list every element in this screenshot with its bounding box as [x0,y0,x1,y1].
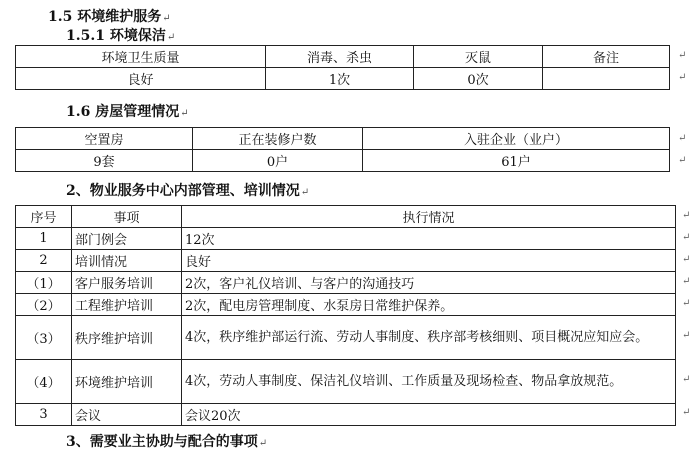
row-number: 1 [16,228,72,250]
table-header-cell: 环境卫生质量 [16,46,266,68]
row-end-mark-icon: ↵ [682,232,691,243]
table-row [16,250,676,272]
heading-2: 2、物业服务中心内部管理、培训情况↵ [66,183,310,199]
row-number: 2 [16,250,72,272]
row-end-mark-icon: ↵ [678,133,687,144]
row-detail: 4次，秩序维护部运行流、劳动人事制度、秩序部考核细则、项目概况应知应会。 [182,316,676,360]
table-header-cell: 消毒、杀虫 [266,46,414,68]
paragraph-mark-icon: ↵ [300,187,310,198]
table-row [16,228,676,250]
paragraph-mark-icon: ↵ [180,108,189,119]
row-item: 培训情况 [72,250,182,272]
row-end-mark-icon: ↵ [678,72,687,83]
row-end-mark-icon: ↵ [682,407,691,418]
table-cell: 良好 [16,68,266,90]
heading-1-6: 1.6 房屋管理情况↵ [66,104,189,120]
table-cell: 0户 [193,150,363,172]
table-header-row [16,206,676,228]
row-number: （3） [16,316,72,360]
table-row [16,294,676,316]
table-row [16,404,676,426]
table-row [16,272,676,294]
row-end-mark-icon: ↵ [682,254,691,265]
row-detail: 2次，配电房管理制度、水泵房日常维护保养。 [182,294,676,316]
table-cell: 0次 [414,68,543,90]
row-end-mark-icon: ↵ [678,155,687,166]
table-header-row [16,128,670,150]
row-end-mark-icon: ↵ [682,210,691,221]
row-item: 环境维护培训 [72,360,182,404]
paragraph-mark-icon: ↵ [166,32,176,43]
row-detail: 12次 [182,228,676,250]
row-end-mark-icon: ↵ [682,276,691,287]
row-end-mark-icon: ↵ [682,298,691,309]
table-header-cell: 空置房 [16,128,193,150]
table-cell: 61户 [363,150,670,172]
heading-1-5: 1.5 环境维护服务↵ [48,9,171,25]
row-detail: 良好 [182,250,676,272]
table-row [16,316,676,360]
environment-table [15,45,670,90]
table-row [16,150,670,172]
row-end-mark-icon: ↵ [678,50,687,61]
table-header-row [16,46,670,68]
row-item: 客户服务培训 [72,272,182,294]
row-number: （4） [16,360,72,404]
table-header-cell: 入驻企业（业户） [363,128,670,150]
row-item: 工程维护培训 [72,294,182,316]
table-header-cell: 序号 [16,206,72,228]
row-detail: 2次，客户礼仪培训、与客户的沟通技巧 [182,272,676,294]
row-number: （2） [16,294,72,316]
row-end-mark-icon: ↵ [682,330,691,341]
row-item: 秩序维护培训 [72,316,182,360]
table-header-cell: 事项 [72,206,182,228]
paragraph-mark-icon: ↵ [258,438,268,449]
table-header-cell: 正在装修户数 [193,128,363,150]
table-header-cell: 灭鼠 [414,46,543,68]
management-table [15,205,676,426]
table-cell [543,68,670,90]
row-number: 3 [16,404,72,426]
row-item: 会议 [72,404,182,426]
row-detail: 4次，劳动人事制度、保洁礼仪培训、工作质量及现场检查、物品拿放规范。 [182,360,676,404]
paragraph-mark-icon: ↵ [162,13,171,24]
row-detail: 会议20次 [182,404,676,426]
table-cell: 1次 [266,68,414,90]
housing-table [15,127,670,172]
table-row [16,360,676,404]
table-header-cell: 备注 [543,46,670,68]
heading-1-5-1: 1.5.1 环境保洁↵ [66,28,176,44]
heading-3: 3、需要业主协助与配合的事项↵ [66,434,268,450]
row-end-mark-icon: ↵ [682,374,691,385]
table-row [16,68,670,90]
row-number: （1） [16,272,72,294]
table-cell: 9套 [16,150,193,172]
row-item: 部门例会 [72,228,182,250]
table-header-cell: 执行情况 [182,206,676,228]
